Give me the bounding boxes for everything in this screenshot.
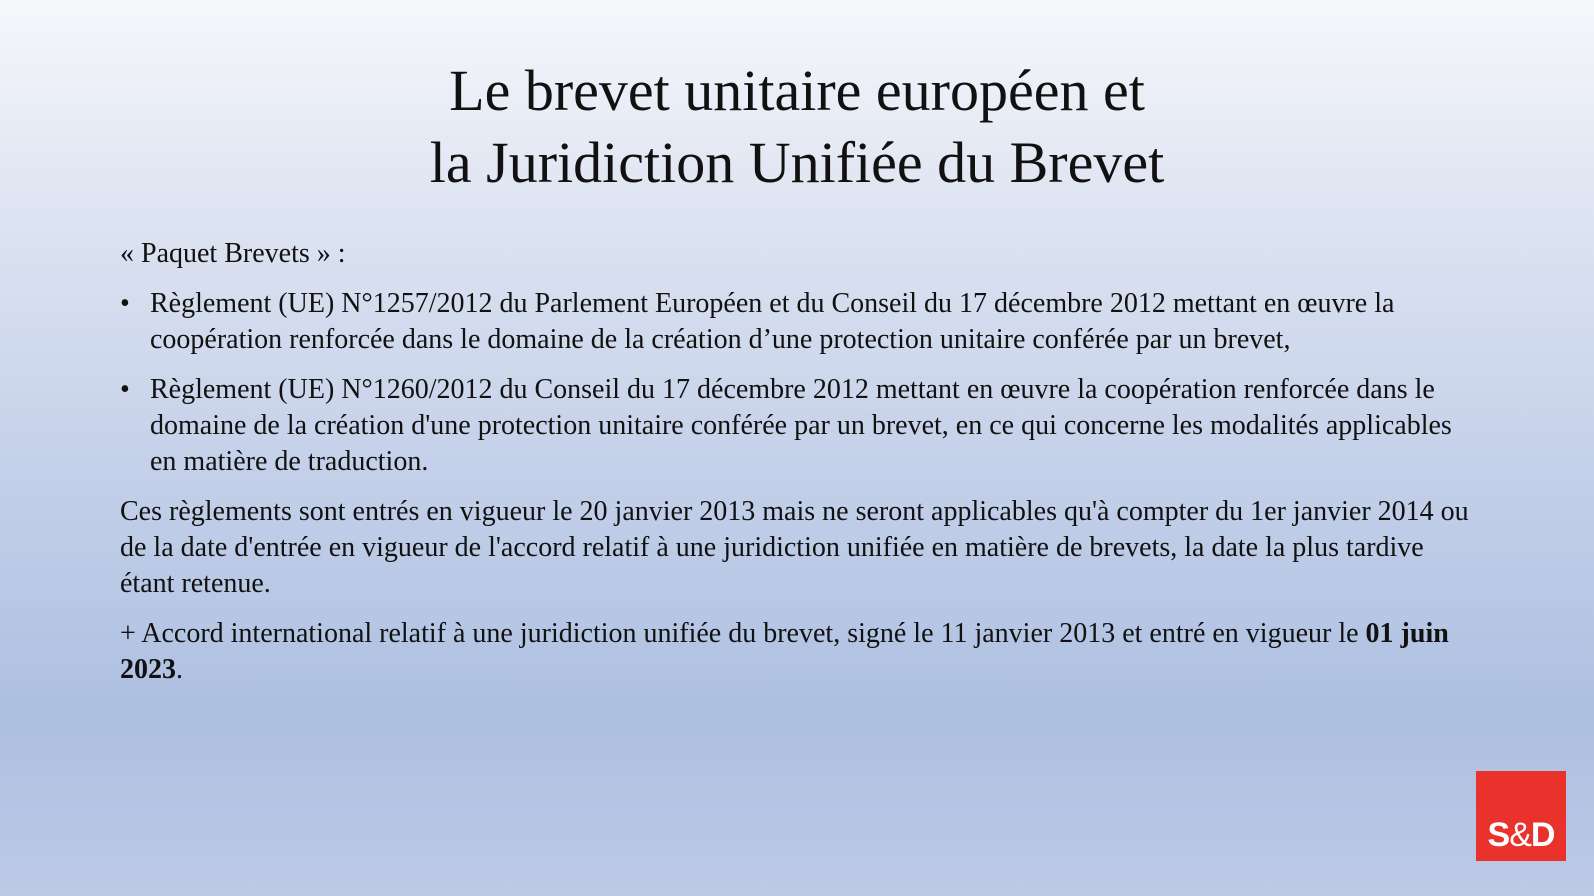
- logo-letter-s: S: [1487, 816, 1510, 854]
- intro-text: « Paquet Brevets » :: [120, 238, 346, 269]
- slide-title: [0, 55, 1594, 199]
- bullet-icon: •: [120, 374, 130, 405]
- logo-letter-d: D: [1530, 816, 1555, 854]
- title-line-2: la Juridiction Unifiée du Brevet: [429, 130, 1165, 195]
- bullet-text: Règlement (UE) N°1257/2012 du Parlement Européen et du Conseil du 17 décembre 2012 mettant en œuvre la coopération renforcée dans le domaine de la création d’une protection unitaire conférée par un brevet,: [150, 288, 1395, 355]
- bullet-item: [120, 286, 1480, 358]
- sd-logo: [1476, 771, 1566, 861]
- final-text-main: + Accord international relatif à une juridiction unifiée du brevet, signé le 11 janvier 2013 et entré en vigueur le: [120, 618, 1366, 649]
- final-text: [120, 616, 1480, 688]
- paragraph-text: Ces règlements sont entrés en vigueur le 20 janvier 2013 mais ne seront applicables qu'à compter du 1er janvier 2014 ou de la date d'entrée en vigueur de l'accord relatif à une juridiction unifiée en matière de brevets, la date la plus tardive étant retenue.: [120, 496, 1469, 599]
- final-text-date: 01 juin 2023: [120, 618, 1449, 685]
- bullet-text: Règlement (UE) N°1260/2012 du Conseil du 17 décembre 2012 mettant en œuvre la coopération renforcée dans le domaine de la création d'une protection unitaire conférée par un brevet, en ce qui concerne les modalités applicables en matière de traduction.: [150, 374, 1452, 477]
- title-line-1: Le brevet unitaire européen et: [449, 58, 1145, 123]
- logo-ampersand: &: [1509, 816, 1531, 854]
- bullet-icon: •: [120, 288, 130, 319]
- slide-body: [120, 236, 1480, 688]
- final-text-end: .: [176, 654, 183, 685]
- bullet-list: [120, 286, 1480, 480]
- bullet-item: [120, 372, 1480, 480]
